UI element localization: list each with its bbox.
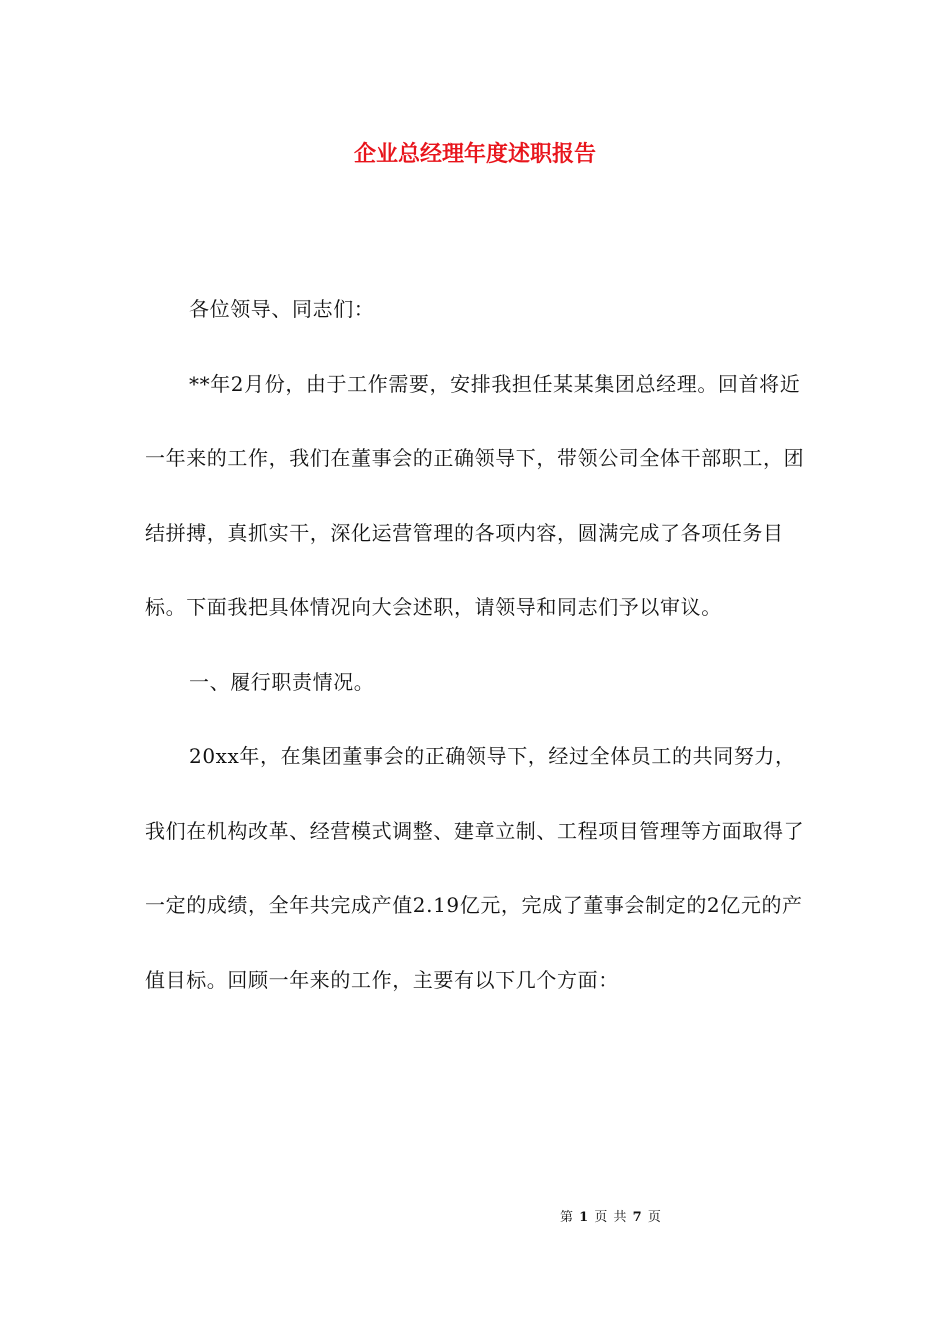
document-title: 企业总经理年度述职报告 [353,141,596,167]
footer-total-pages: 7 [632,1210,643,1225]
section-heading-duties: 一、履行职责情况。 [189,669,375,694]
paragraph-intro: **年2月份，由于工作需要，安排我担任某某集团总经理。回首将近一年来的工作，我们在董事会的正确领导下，带领公司全体干部职工，团结拼搏，真抓实干，深化运营管理的各项内容，圆满完成了各项任务目标。下面我把具体情况向大会述职，请领导和同志们予以审议。 [145,371,805,619]
document-body [145,272,805,1017]
footer-prefix: 第 [560,1210,575,1225]
paragraph-annual-summary: 20xx年，在集团董事会的正确领导下，经过全体员工的共同努力，我们在机构改革、经营模式调整、建章立制、工程项目管理等方面取得了一定的成绩，全年共完成产值2.19亿元，完成了董事会制定的2亿元的产值目标。回顾一年来的工作，主要有以下几个方面： [145,744,805,992]
footer-suffix: 页 [647,1210,662,1225]
footer-middle: 页 共 [594,1210,628,1225]
page-footer [560,1208,680,1228]
footer-current-page: 1 [579,1210,590,1225]
paragraph-salutation: 各位领导、同志们： [189,297,375,321]
